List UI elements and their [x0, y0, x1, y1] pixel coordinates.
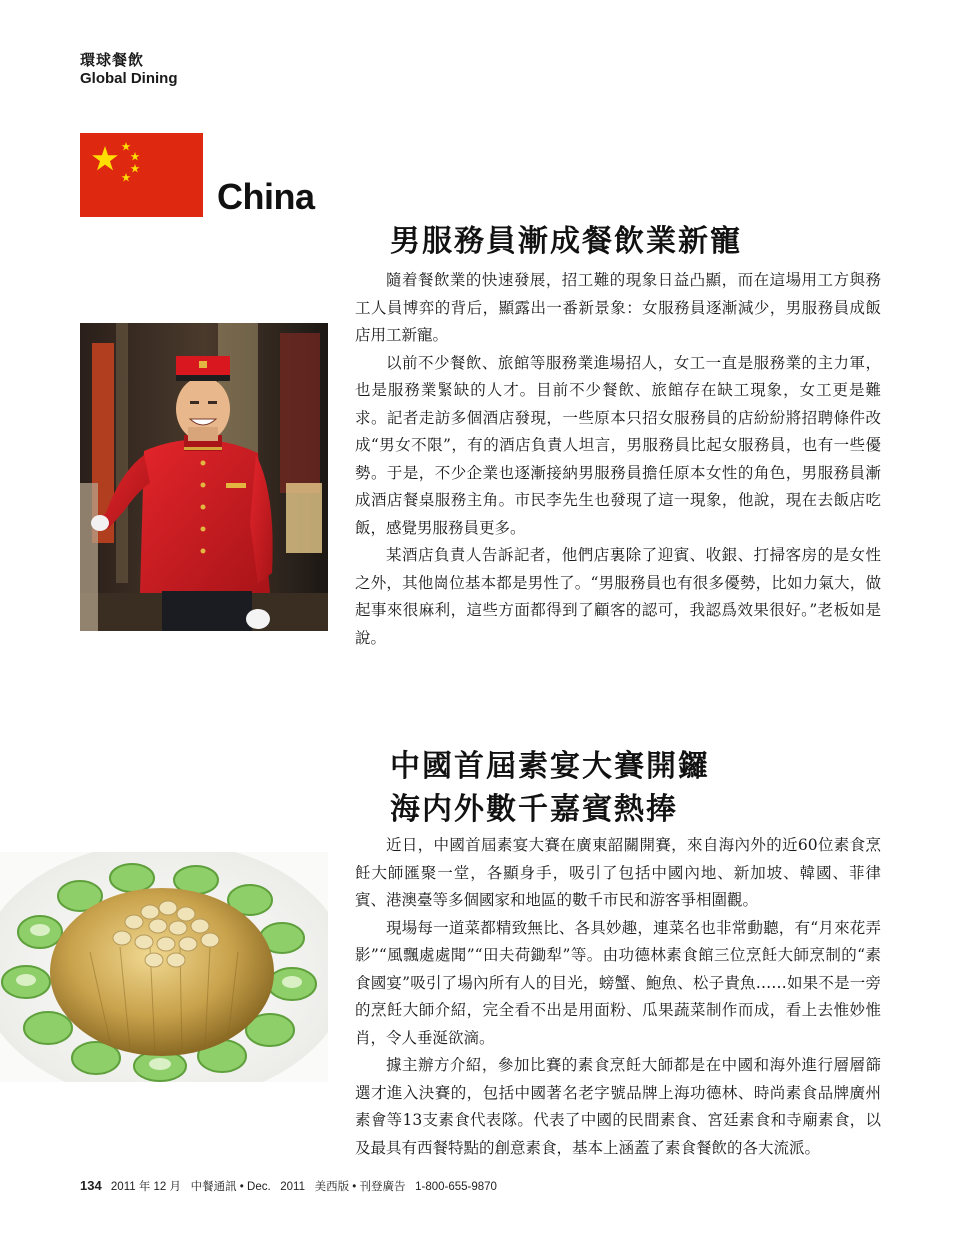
waiter-photo [80, 323, 328, 631]
footer-year: 2011 [280, 1181, 305, 1193]
section-tag [80, 52, 178, 88]
footer-date: 2011 年 12 月 [110, 1181, 182, 1193]
footer-phone: 1-800-655-9870 [415, 1181, 497, 1193]
page-footer [80, 1178, 497, 1194]
section-title-en: Global Dining [80, 70, 178, 87]
article1-paragraph: 以前不少餐飲、旅館等服務業進場招人，女工一直是服務業的主力軍，也是服務業緊缺的人才。目前不少餐飲、旅館存在缺工現象，女工更是難求。記者走訪多個酒店發現，一些原本只招女服務員的店紛紛將招聘條件改成“男女不限”，有的酒店負責人坦言，男服務員比起女服務員，也有一些優勢。于是，不少企業也逐漸接納男服務員擔任原本女性的角色，男服務員漸成酒店餐桌服務主角。市民李先生也發現了這一現象，他說，現在去飯店吃飯，感覺男服務員更多。 [355, 353, 881, 537]
country-title: China [217, 176, 315, 217]
china-flag-icon [80, 133, 203, 217]
article2-headline-line2: 海内外數千嘉賓熱捧 [390, 792, 678, 827]
article1-body [355, 267, 881, 652]
article2-paragraph: 現場每一道菜都精致無比、各具妙趣，連菜名也非常動聽，有“月來花弄影”“風飄處處聞”“田夫荷鋤犁”等。由功德林素食館三位烹飪大師烹制的“素食國宴”吸引了場內所有人的目光，螃蟹、鮑魚、松子貴魚……如果不是一旁的烹飪大師介紹，完全看不出是用面粉、瓜果蔬菜制作而成，看上去惟妙惟肖，令人垂涎欲滴。 [355, 918, 881, 1047]
article2-paragraph: 近日，中國首屆素宴大賽在廣東韶關開賽，來自海內外的近60位素食烹飪大師匯聚一堂，各顯身手，吸引了包括中國內地、新加坡、韓國、菲律賓、港澳臺等多個國家和地區的數千市民和游客爭相圍觀。 [355, 836, 881, 909]
article2-headline-line1: 中國首屆素宴大賽開鑼 [390, 749, 710, 784]
article1-paragraph: 某酒店負責人告訴記者，他們店裏除了迎賓、收銀、打掃客房的是女性之外，其他崗位基本都是男性了。“男服務員也有很多優勢，比如力氣大，做起事來很麻利，這些方面都得到了顧客的認可，我認爲效果很好。”老板如是說。 [355, 546, 881, 647]
article2-body [355, 832, 881, 1162]
footer-magazine: 中餐通訊 • Dec. [190, 1181, 271, 1193]
article2-paragraph: 據主辦方介紹，參加比賽的素食烹飪大師都是在中國和海外進行層層篩選才進入決賽的，包括中國著名老字號品牌上海功德林、時尚素食品牌廣州素會等13支素食代表隊。代表了中國的民間素食、宮廷素食和寺廟素食，以及最具有西餐特點的創意素食，基本上涵蓋了素食餐飲的各大流派。 [355, 1056, 881, 1157]
article1-headline: 男服務員漸成餐飲業新寵 [390, 224, 742, 259]
footer-edition: 美西版 • 刊登廣告 [314, 1181, 406, 1193]
page-number: 134 [80, 1178, 102, 1193]
section-title-zh: 環球餐飲 [80, 52, 145, 69]
article1-paragraph: 隨着餐飲業的快速發展，招工難的現象日益凸顯，而在這場用工方與務工人員博弈的背后，顯露出一番新景象：女服務員逐漸減少，男服務員成飯店用工新寵。 [355, 271, 881, 344]
vegetarian-dish-photo [0, 852, 328, 1082]
